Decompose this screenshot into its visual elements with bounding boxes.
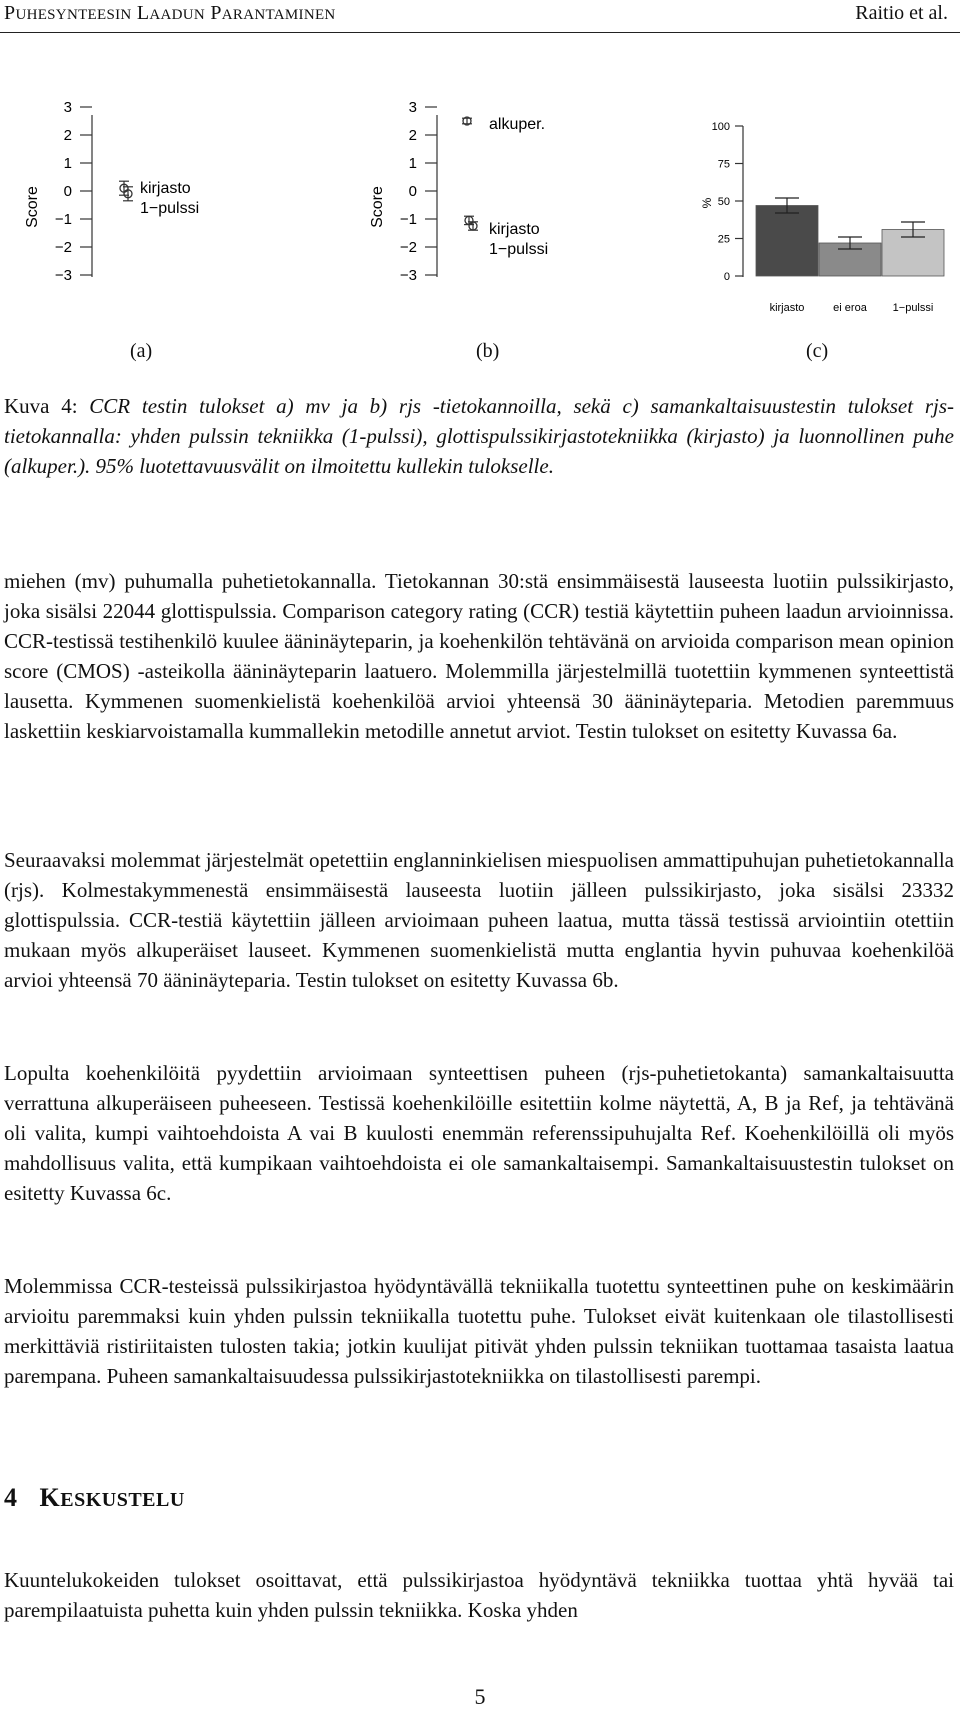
panel-b-tick-label: 3 [408,99,417,116]
panel-a-tick-label: 1 [63,155,72,172]
panel-c-tick-label: 50 [717,196,730,208]
panel-b-tick-label: 0 [408,183,417,200]
caption-prefix: Kuva 4: [4,394,90,418]
paragraph-3: Lopulta koehenkilöitä pyydettiin arvioimaan synteettisen puheen (rjs-puhetietokanta) samankaltaisuutta verrattuna alkuperäiseen puheeseen. Testissä koehenkilöille esitettiin kolme näytettä, A, B ja Ref, ja tehtävänä oli valita, kumpi vaihtoehdoista A vai B kuulosti enemmän referenssipuhujalta Ref. Koehenkilöillä oli myös mahdollisuus valita, että kumpikaan vaihtoehdoista ei ole samankaltaisempi. Samankaltaisuustestin tulokset on esitetty Kuvassa 6c. [4,1061,954,1205]
section-number: 4 [4,1483,18,1512]
section-title-initial: K [39,1483,61,1512]
panel-b-legend-kirjasto: kirjasto [489,221,540,238]
panel-c-tick-label: 75 [717,158,730,171]
panel-a-tick-label: 3 [63,99,72,116]
panel-b-tick-label: 1 [408,155,417,172]
paragraph-2: Seuraavaksi molemmat järjestelmät opetettiin englanninkielisen miespuolisen ammattipuhujan puhetietokannalla (rjs). Kolmestakymmenestä ensimmäisestä lauseesta luotiin jälleen pulssikirjasto, joka sisälsi 23332 glottispulssia. CCR-testiä käytettiin jälleen arvioimaan puheen laatua, mutta tässä testissä arviointiin otettiin mukaan myös alkuperäiset lauseet. Kymmenen suomenkielistä mutta englantia hyvin puhuvaa koehenkilöä arvioi yhteensä 70 ääninäyteparia. Testin tulokset on esitetty Kuvassa 6b. [4,848,954,992]
header-title-rest-2: AADUN [149,7,206,23]
panel-b [369,99,548,284]
panel-c-bar [756,206,818,277]
panel-a-points [119,181,133,201]
paragraph-5: Kuuntelukokeiden tulokset osoittavat, että pulssikirjastoa hyödyntävä tekniikka tuottaa yhtä hyvää tai parempilaatuista puhetta kuin yhden pulssin tekniikka. Koska yhden [4,1568,954,1622]
header-authors: Raitio et al. [855,2,948,24]
running-header [0,0,960,33]
panel-c-category-label: ei eroa [833,302,867,314]
header-title-rest-1: UHESYNTEESIN [15,7,132,23]
panel-c-ylabel: % [700,197,714,209]
panel-c-ticks [712,121,743,283]
panel-a [24,99,199,284]
figure [0,95,960,325]
panel-a-tick-label: −2 [54,239,72,256]
panel-a-ylabel: Score [24,186,41,228]
section-heading [4,1483,185,1513]
header-title-initial-3: P [210,2,222,24]
panel-a-tick-label: 0 [63,183,72,200]
page-number: 5 [474,1684,486,1709]
panel-c-category-label: kirjasto [769,302,805,314]
panel-b-legend-alkuper: alkuper. [489,116,546,133]
panel-c-tick-label: 0 [723,271,730,283]
panel-b-ticks [400,99,437,284]
panel-b-legend-1-pulssi: 1−pulssi [489,241,549,258]
panel-a-tick-label: 2 [63,127,72,144]
panel-b-ylabel: Score [369,186,386,228]
header-title-rest-3: ARANTAMINEN [221,7,336,23]
panel-b-tick-label: −3 [399,267,417,284]
figure-caption [4,391,954,481]
paragraph-1: miehen (mv) puhumalla puhetietokannalla. Tietokannan 30:stä ensimmäisestä lauseesta luotiin pulssikirjasto, joka sisälsi 22044 glottispulssia. Comparison category rating (CCR) testiä käytettiin puheen laadun arvioinnissa. CCR-testissä testihenkilö kuulee ääninäyteparin, ja koehenkilön tehtävänä on arvioida comparison mean opinion score (CMOS) -asteikolla ääninäyteparin laatuero. Molemmilla järjestelmillä tuotettiin kymmenen synteettistä lausetta. Kymmenen suomenkielistä koehenkilöä arvioi yhteensä 30 ääninäyteparia. Metodien paremmuus laskettiin keskiarvoistamalla kummallekin metodille annetut arviot. Testin tulokset on esitetty Kuvassa 6a. [4,569,954,743]
header-title-initial-2: L [136,2,150,24]
panel-a-tick-label: −1 [54,211,72,228]
panel-b-tick-label: −1 [399,211,417,228]
panel-c [700,121,944,314]
panel-c-label: (c) [806,340,829,362]
panel-b-points [462,117,478,230]
header-title-initial-1: P [4,2,16,24]
panel-c-bars [756,198,944,276]
panel-c-categories [770,302,934,314]
panel-b-tick-label: −2 [399,239,417,256]
panel-a-tick-label: −3 [54,267,72,284]
panel-a-legend-kirjasto: kirjasto [140,180,191,197]
panel-b-tick-label: 2 [408,127,417,144]
panel-c-category-label: 1−pulssi [892,302,934,314]
panel-a-ticks [55,99,92,284]
paragraph-4: Molemmissa CCR-testeissä pulssikirjastoa hyödyntävällä tekniikalla tuotettu synteettinen puhe on keskimäärin arvioitu paremmaksi kuin yhden pulssin tekniikalla tuotettu puhe. Tulokset eivät kuitenkaan ole tilastollisesti merkittäviä ristiriitaisten tulosten takia; jotkin kuulijat pitivät yhden pulssin tekniikan tuottamaa tasaista laatua parempana. Puheen samankaltaisuudessa pulssikirjastotekniikka on tilastollisesti parempi. [4,1274,954,1388]
panel-b-label: (b) [476,340,500,362]
header-title [4,2,336,25]
panel-a-label: (a) [130,340,153,362]
panel-c-tick-label: 100 [711,121,730,133]
panel-c-tick-label: 25 [717,233,730,246]
section-title-rest: ESKUSTELU [60,1489,185,1511]
panel-a-legend-1-pulssi: 1−pulssi [140,200,200,217]
figure-svg [0,95,960,325]
caption-text: CCR testin tulokset a) mv ja b) rjs -tietokannoilla, sekä c) samankaltaisuustestin tulokset rjs-tietokannalla: yhden pulssin tekniikka (1-pulssi), glottispulssikirjastotekniikka (kirjasto) ja luonnollinen puhe (alkuper.). 95% luotettavuusvälit on ilmoitettu kullekin tulokselle. [4,394,954,478]
